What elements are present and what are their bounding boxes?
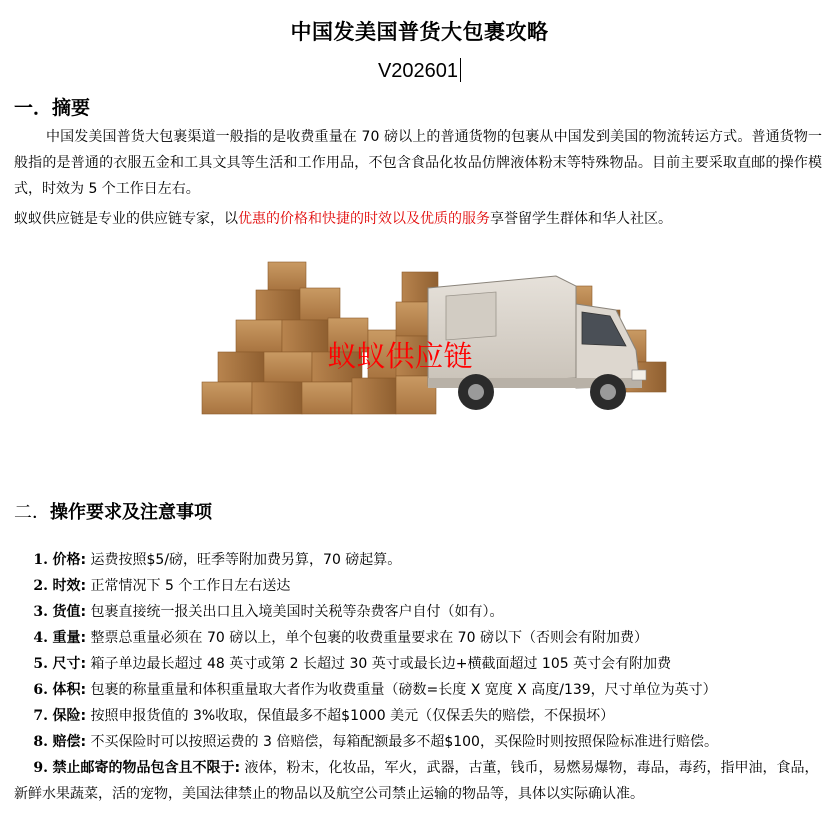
list-item xyxy=(14,729,826,755)
list-item xyxy=(14,651,826,677)
item-term: 体积: xyxy=(52,682,87,698)
item-number: 9. xyxy=(33,760,48,776)
item-term: 价格: xyxy=(52,552,87,568)
list-item xyxy=(14,573,826,599)
item-text: 不买保险时可以按照运费的 3 倍赔偿，每箱配额最多不超$100，买保险时则按照保险标准进行赔偿。 xyxy=(86,734,718,750)
item-term: 货值: xyxy=(52,604,87,620)
list-item xyxy=(14,755,826,807)
intro-text-post: 享誉留学生群体和华人社区。 xyxy=(490,211,672,227)
truck-image xyxy=(196,258,674,420)
intro-highlight: 优惠的价格和快捷的时效以及优质的服务 xyxy=(238,211,490,227)
text-cursor xyxy=(460,58,461,82)
item-term: 尺寸: xyxy=(52,656,87,672)
item-text: 整票总重量必须在 70 磅以上，单个包裹的收费重量要求在 70 磅以下（否则会有附加费） xyxy=(86,630,648,646)
version-text: V202601 xyxy=(377,60,459,82)
item-number: 6. xyxy=(33,682,48,698)
item-text: 包裹的称量重量和体积重量取大者作为收费重量（磅数=长度 X 宽度 X 高度/139，尺寸单位为英寸） xyxy=(86,682,717,698)
item-number: 4. xyxy=(33,630,48,646)
item-number: 3. xyxy=(33,604,48,620)
item-text: 正常情况下 5 个工作日左右送达 xyxy=(86,578,291,594)
section2-heading xyxy=(14,498,212,524)
intro-paragraph xyxy=(14,206,822,232)
item-term: 重量: xyxy=(52,630,87,646)
truck-boxes-illustration xyxy=(196,258,674,420)
intro-text-pre: 蚁蚁供应链是专业的供应链专家，以 xyxy=(14,211,238,227)
item-number: 1. xyxy=(33,552,48,568)
document-title: 中国发美国普货大包裹攻略 xyxy=(290,20,549,44)
watermark-text: 蚁蚁供应链 xyxy=(327,339,473,373)
summary-paragraph: 中国发美国普货大包裹渠道一般指的是收费重量在 70 磅以上的普通货物的包裹从中国发到美国的物流转运方式。普通货物一般指的是普通的衣服五金和工具文具等生活和工作用品，不包含食品化妆品仿牌液体粉末等特殊物品。目前主要采取直邮的操作模式，时效为 5 个工作日左右。 xyxy=(14,129,822,197)
document-version[interactable] xyxy=(0,58,839,83)
box-stack-left xyxy=(202,262,440,414)
list-item xyxy=(14,625,826,651)
item-text: 箱子单边最长超过 48 英寸或第 2 长超过 30 英寸或最长边+横截面超过 105 英寸会有附加费 xyxy=(86,656,672,672)
item-number: 7. xyxy=(33,708,48,724)
item-term: 保险: xyxy=(52,708,87,724)
section1-heading: 一．摘要 xyxy=(14,97,91,119)
list-item xyxy=(14,547,826,573)
item-term: 赔偿: xyxy=(52,734,87,750)
item-text: 按照申报货值的 3%收取，保值最多不超$1000 美元（仅保丢失的赔偿，不保损坏） xyxy=(86,708,615,724)
section2-number: 二． xyxy=(14,502,50,523)
item-text: 运费按照$5/磅，旺季等附加费另算，70 磅起算。 xyxy=(86,552,402,568)
item-number: 8. xyxy=(33,734,48,750)
section2-title: 操作要求及注意事项 xyxy=(50,502,212,523)
item-text: 液体，粉末，化妆品，军火，武器，古董，钱币，易燃易爆物，毒品，毒药，指甲油，食品，新鲜水果蔬菜，活的宠物，美国法律禁止的物品以及航空公司禁止运输的物品等，具体以实际确认准。 xyxy=(14,760,819,802)
list-item xyxy=(14,703,826,729)
item-term: 禁止邮寄的物品包含且不限于: xyxy=(52,760,241,776)
item-number: 2. xyxy=(33,578,48,594)
list-item xyxy=(14,677,826,703)
item-number: 5. xyxy=(33,656,48,672)
requirements-list xyxy=(14,547,826,807)
item-term: 时效: xyxy=(52,578,87,594)
list-item xyxy=(14,599,826,625)
item-text: 包裹直接统一报关出口且入境美国时关税等杂费客户自付（如有）。 xyxy=(86,604,504,620)
